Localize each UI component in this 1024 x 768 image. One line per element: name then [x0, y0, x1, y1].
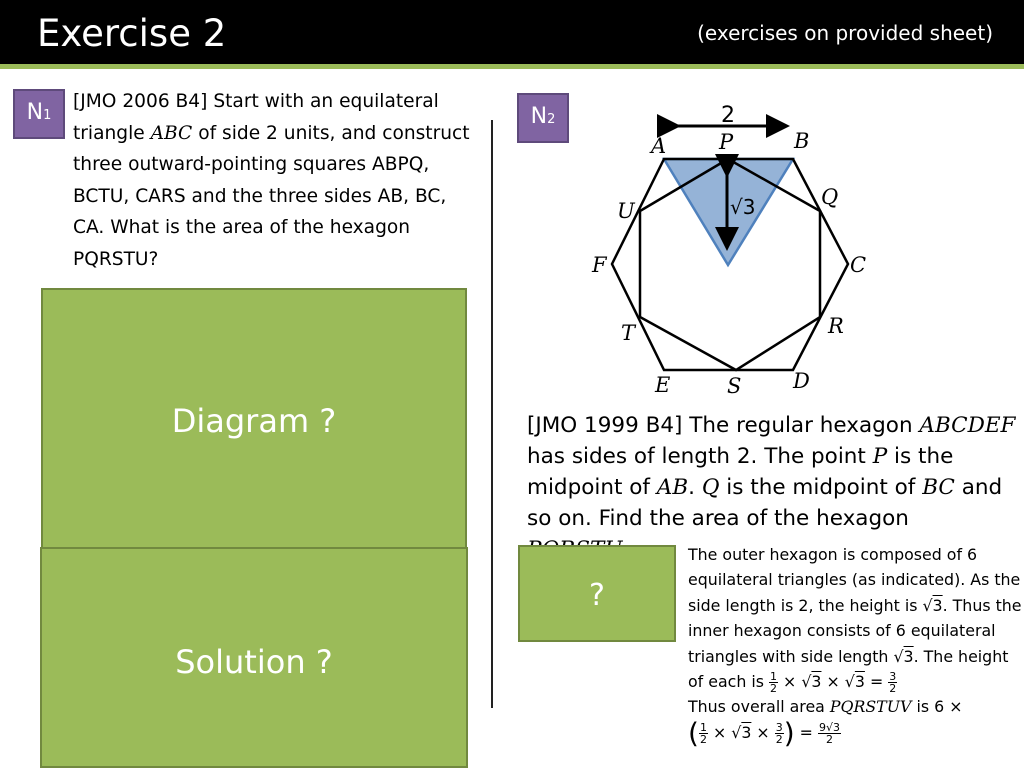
- fraction-three-halves: [888, 671, 897, 694]
- badge-n1-sub: 1: [43, 108, 52, 123]
- column-divider: [491, 120, 493, 708]
- sqrt-radicand: 3: [932, 595, 943, 615]
- times-sign: ×: [712, 722, 727, 742]
- solution-reveal-box[interactable]: Solution ?: [40, 547, 468, 768]
- problem-2-hexagon-name: ABCDEF: [919, 413, 1016, 438]
- fraction-denominator: 2: [699, 732, 707, 746]
- vertex-label-r: R: [828, 314, 844, 338]
- fraction-one-half: [699, 722, 708, 745]
- vertex-label-u: U: [617, 199, 635, 223]
- problem-1-source: [JMO 2006 B4]: [73, 91, 208, 112]
- hexagon-diagram: [585, 95, 885, 400]
- fraction-denominator: 2: [770, 682, 778, 696]
- badge-n1: [13, 89, 65, 139]
- solution-line-4b: is 6 ×: [916, 697, 963, 717]
- solution-line-2: Thus the inner hexagon consists of 6 equilateral triangles with side length: [688, 595, 1022, 666]
- right-paren: ): [783, 716, 795, 750]
- left-paren: (: [688, 716, 699, 750]
- sqrt-expression: √3: [731, 722, 752, 742]
- header-accent-line: [0, 64, 1024, 69]
- fraction-three-halves: [775, 722, 784, 745]
- badge-n2-letter: N: [530, 104, 548, 129]
- sqrt-expression: √3: [844, 672, 865, 692]
- fraction-denominator: 2: [889, 682, 897, 696]
- problem-2-segment-ab: AB: [656, 475, 689, 500]
- solution-line-4a: Thus overall area: [688, 697, 825, 717]
- badge-n2: [517, 93, 569, 143]
- problem-1-text-a: Start with an equilateral triangle: [73, 91, 439, 144]
- problem-2-point-p: P: [872, 444, 888, 469]
- vertex-label-q: Q: [821, 185, 839, 209]
- problem-2-t3: is the midpoint of: [527, 444, 954, 500]
- badge-n1-letter: N: [26, 100, 44, 125]
- equals-sign: =: [869, 672, 884, 692]
- vertex-label-s: S: [727, 374, 742, 398]
- page-title: Exercise 2: [37, 12, 227, 55]
- problem-1-text: [73, 86, 483, 275]
- vertex-label-f: F: [592, 253, 607, 277]
- fraction-numerator: 1: [699, 720, 707, 734]
- sqrt-radicand: 3: [854, 672, 865, 692]
- equals-sign: =: [799, 722, 813, 742]
- fraction-numerator: 3: [775, 720, 783, 734]
- fraction-denominator: 2: [775, 732, 783, 746]
- solution-polygon-name: PQRSTUV: [829, 697, 912, 717]
- sqrt-radicand: 3: [811, 672, 822, 692]
- sqrt-expression: √3: [801, 672, 822, 692]
- sqrt-radicand: 3: [903, 646, 914, 666]
- problem-2-t6: and so on. Find the area of the hexagon: [527, 475, 1003, 531]
- diagram-reveal-box[interactable]: Diagram ?: [41, 288, 467, 550]
- fraction-final-answer: [818, 722, 841, 745]
- fraction-denominator: 2: [825, 732, 833, 746]
- problem-2-t2: has sides of length 2. The point: [527, 444, 866, 469]
- solution-line-3: The height of each is: [688, 646, 1009, 692]
- problem-1-text-b: of side 2 units, and construct three outward-pointing squares ABPQ, BCTU, CARS and the three sides AB, BC, CA. What is the area of the hexagon PQRSTU?: [73, 122, 470, 270]
- vertex-label-a: A: [651, 134, 667, 158]
- vertex-label-b: B: [794, 129, 810, 153]
- height-label: √3: [730, 195, 756, 219]
- problem-2-t4: .: [688, 475, 695, 500]
- page-subtitle: (exercises on provided sheet): [697, 21, 993, 45]
- vertex-label-d: D: [793, 369, 810, 393]
- times-sign: ×: [756, 722, 770, 742]
- fraction-numerator: 1: [770, 670, 778, 684]
- times-sign: ×: [783, 672, 797, 692]
- vertex-label-p: P: [719, 130, 734, 154]
- badge-n2-sub: 2: [547, 112, 556, 127]
- problem-2-point-q: Q: [701, 475, 720, 500]
- problem-2-t5: is the midpoint of: [726, 475, 916, 500]
- solution-2-text: The outer hexagon is composed of 6 equilateral triangles (as indicated). As the side length is 2, the height is √3. Thus the inner hexagon consists of 6 equilateral triangles with side length √3. The height of each is $\frac{1}{2}$ × √3 × √3 = $\frac{3}{2}$ Thus overall area PQRSTUV is 6 × ( $\frac{1}{2}$ × √3 × $\frac{3}{2}$ ) = $\frac{9√3}{2}$: [688, 545, 1022, 750]
- fraction-one-half: [769, 671, 778, 694]
- problem-2-source: [JMO 1999 B4]: [527, 413, 683, 438]
- sqrt-expression: √3: [893, 646, 914, 666]
- vertex-label-t: T: [621, 321, 636, 345]
- problem-2-segment-bc: BC: [922, 475, 955, 500]
- times-sign: ×: [826, 672, 840, 692]
- problem-2-t1: The regular hexagon: [689, 413, 913, 438]
- fraction-numerator: 9√3: [818, 720, 840, 734]
- vertex-label-c: C: [850, 253, 867, 277]
- vertex-label-e: E: [655, 373, 671, 397]
- problem-1-triangle: ABC: [150, 122, 193, 144]
- fraction-numerator: 3: [889, 670, 897, 684]
- solution-line-1: The outer hexagon is composed of 6 equilateral triangles (as indicated). As the side length is 2, the height is: [688, 545, 1021, 615]
- width-label: 2: [721, 103, 735, 128]
- answer-reveal-box[interactable]: ?: [518, 545, 676, 642]
- sqrt-radicand: 3: [741, 722, 752, 742]
- sqrt-expression: √3: [922, 595, 943, 615]
